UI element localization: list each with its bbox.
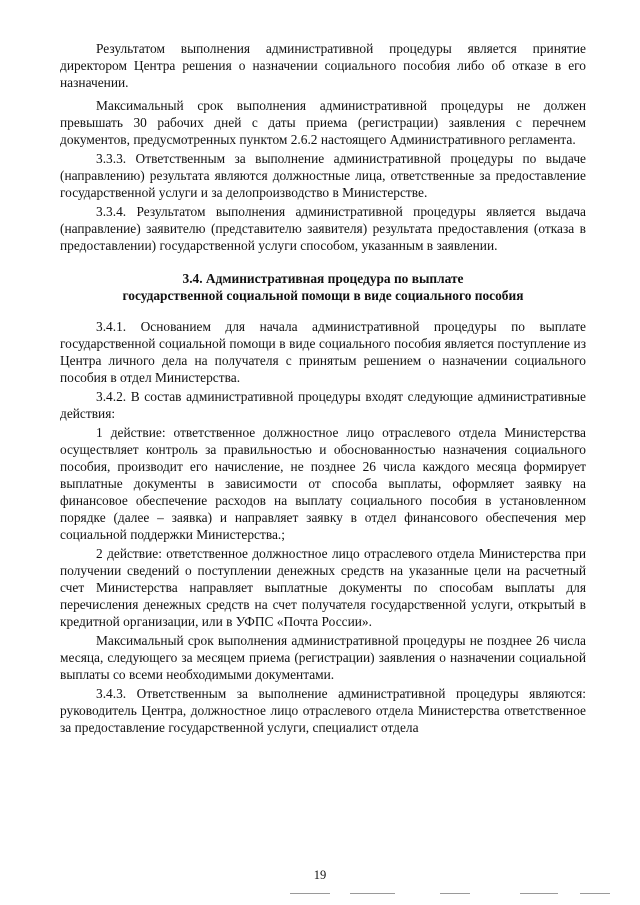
paragraph-max-term: Максимальный срок выполнения административной процедуры не должен превышать 30 рабочих дней с даты приема (регистрации) заявления с перечнем документов, предусмотренных пунктом 2.6.2 настоящего Административного регламента.	[60, 98, 586, 147]
paragraph-3-3-4: 3.3.4. Результатом выполнения административной процедуры является выдача (направление) заявителю (представителю заявителя) результата предоставления (отказа в предоставлении) государственной услуги способом, указанным в заявлении.	[60, 204, 586, 253]
paragraph-action-1: 1 действие: ответственное должностное лицо отраслевого отдела Министерства осуществляет контроль за правильностью и обоснованностью назначения социального пособия, производит его начисление, не позднее 26 числа каждого месяца формирует выплатные документы в зависимости от способа выплаты, оформляет заявку на финансовое обеспечение расходов на выплату социального пособия в установленном порядке (далее – заявка) и направляет заявку в отдел финансового обеспечения мер социальной поддержки Министерства.;	[60, 425, 586, 542]
section-heading-line-2: государственной социальной помощи в виде социального пособия	[122, 288, 524, 303]
paragraph-action-2: 2 действие: ответственное должностное лицо отраслевого отдела Министерства при получении сведений о поступлении денежных средств на указанные цели на расчетный счет Министерства направляет выплатные документы по способам выплаты для перечисления денежных средств на счет получателя государственной услуги, открытый в кредитной организации, или в УФПС «Почта России».	[60, 546, 586, 629]
section-heading-3-4	[60, 270, 586, 304]
scan-artifact-line	[520, 893, 558, 894]
scan-artifact-line	[440, 893, 470, 894]
paragraph-3-4-2: 3.4.2. В состав административной процедуры входят следующие административные действия:	[60, 389, 586, 421]
paragraph-3-4-1: 3.4.1. Основанием для начала административной процедуры по выплате государственной социальной помощи в виде социального пособия является поступление из Центра личного дела на получателя с принятым решением о назначении социального пособия в отдел Министерства.	[60, 319, 586, 385]
page-number: 19	[313, 868, 327, 882]
paragraph-decision-result: Результатом выполнения административной процедуры является принятие директором Центра решения о назначении социального пособия либо об отказе в его назначении.	[60, 41, 586, 90]
paragraph-max-term-payment: Максимальный срок выполнения административной процедуры не позднее 26 числа месяца, следующего за месяцем приема (регистрации) заявления о назначении социальной выплаты со всеми необходимыми документами.	[60, 633, 586, 682]
section-heading-line-1: 3.4. Административная процедура по выплате	[182, 271, 464, 286]
scan-artifact-line	[350, 893, 395, 894]
scan-artifact-line	[580, 893, 610, 894]
paragraph-3-3-3: 3.3.3. Ответственным за выполнение административной процедуры по выдаче (направлению) результата являются должностные лица, ответственные за предоставление государственной услуги и за делопроизводство в Министерстве.	[60, 151, 586, 200]
paragraph-3-4-3: 3.4.3. Ответственным за выполнение административной процедуры являются: руководитель Центра, должностное лицо отраслевого отдела Министерства ответственное за предоставление государственной услуги, специалист отдела	[60, 686, 586, 735]
scan-artifact-line	[290, 893, 330, 894]
